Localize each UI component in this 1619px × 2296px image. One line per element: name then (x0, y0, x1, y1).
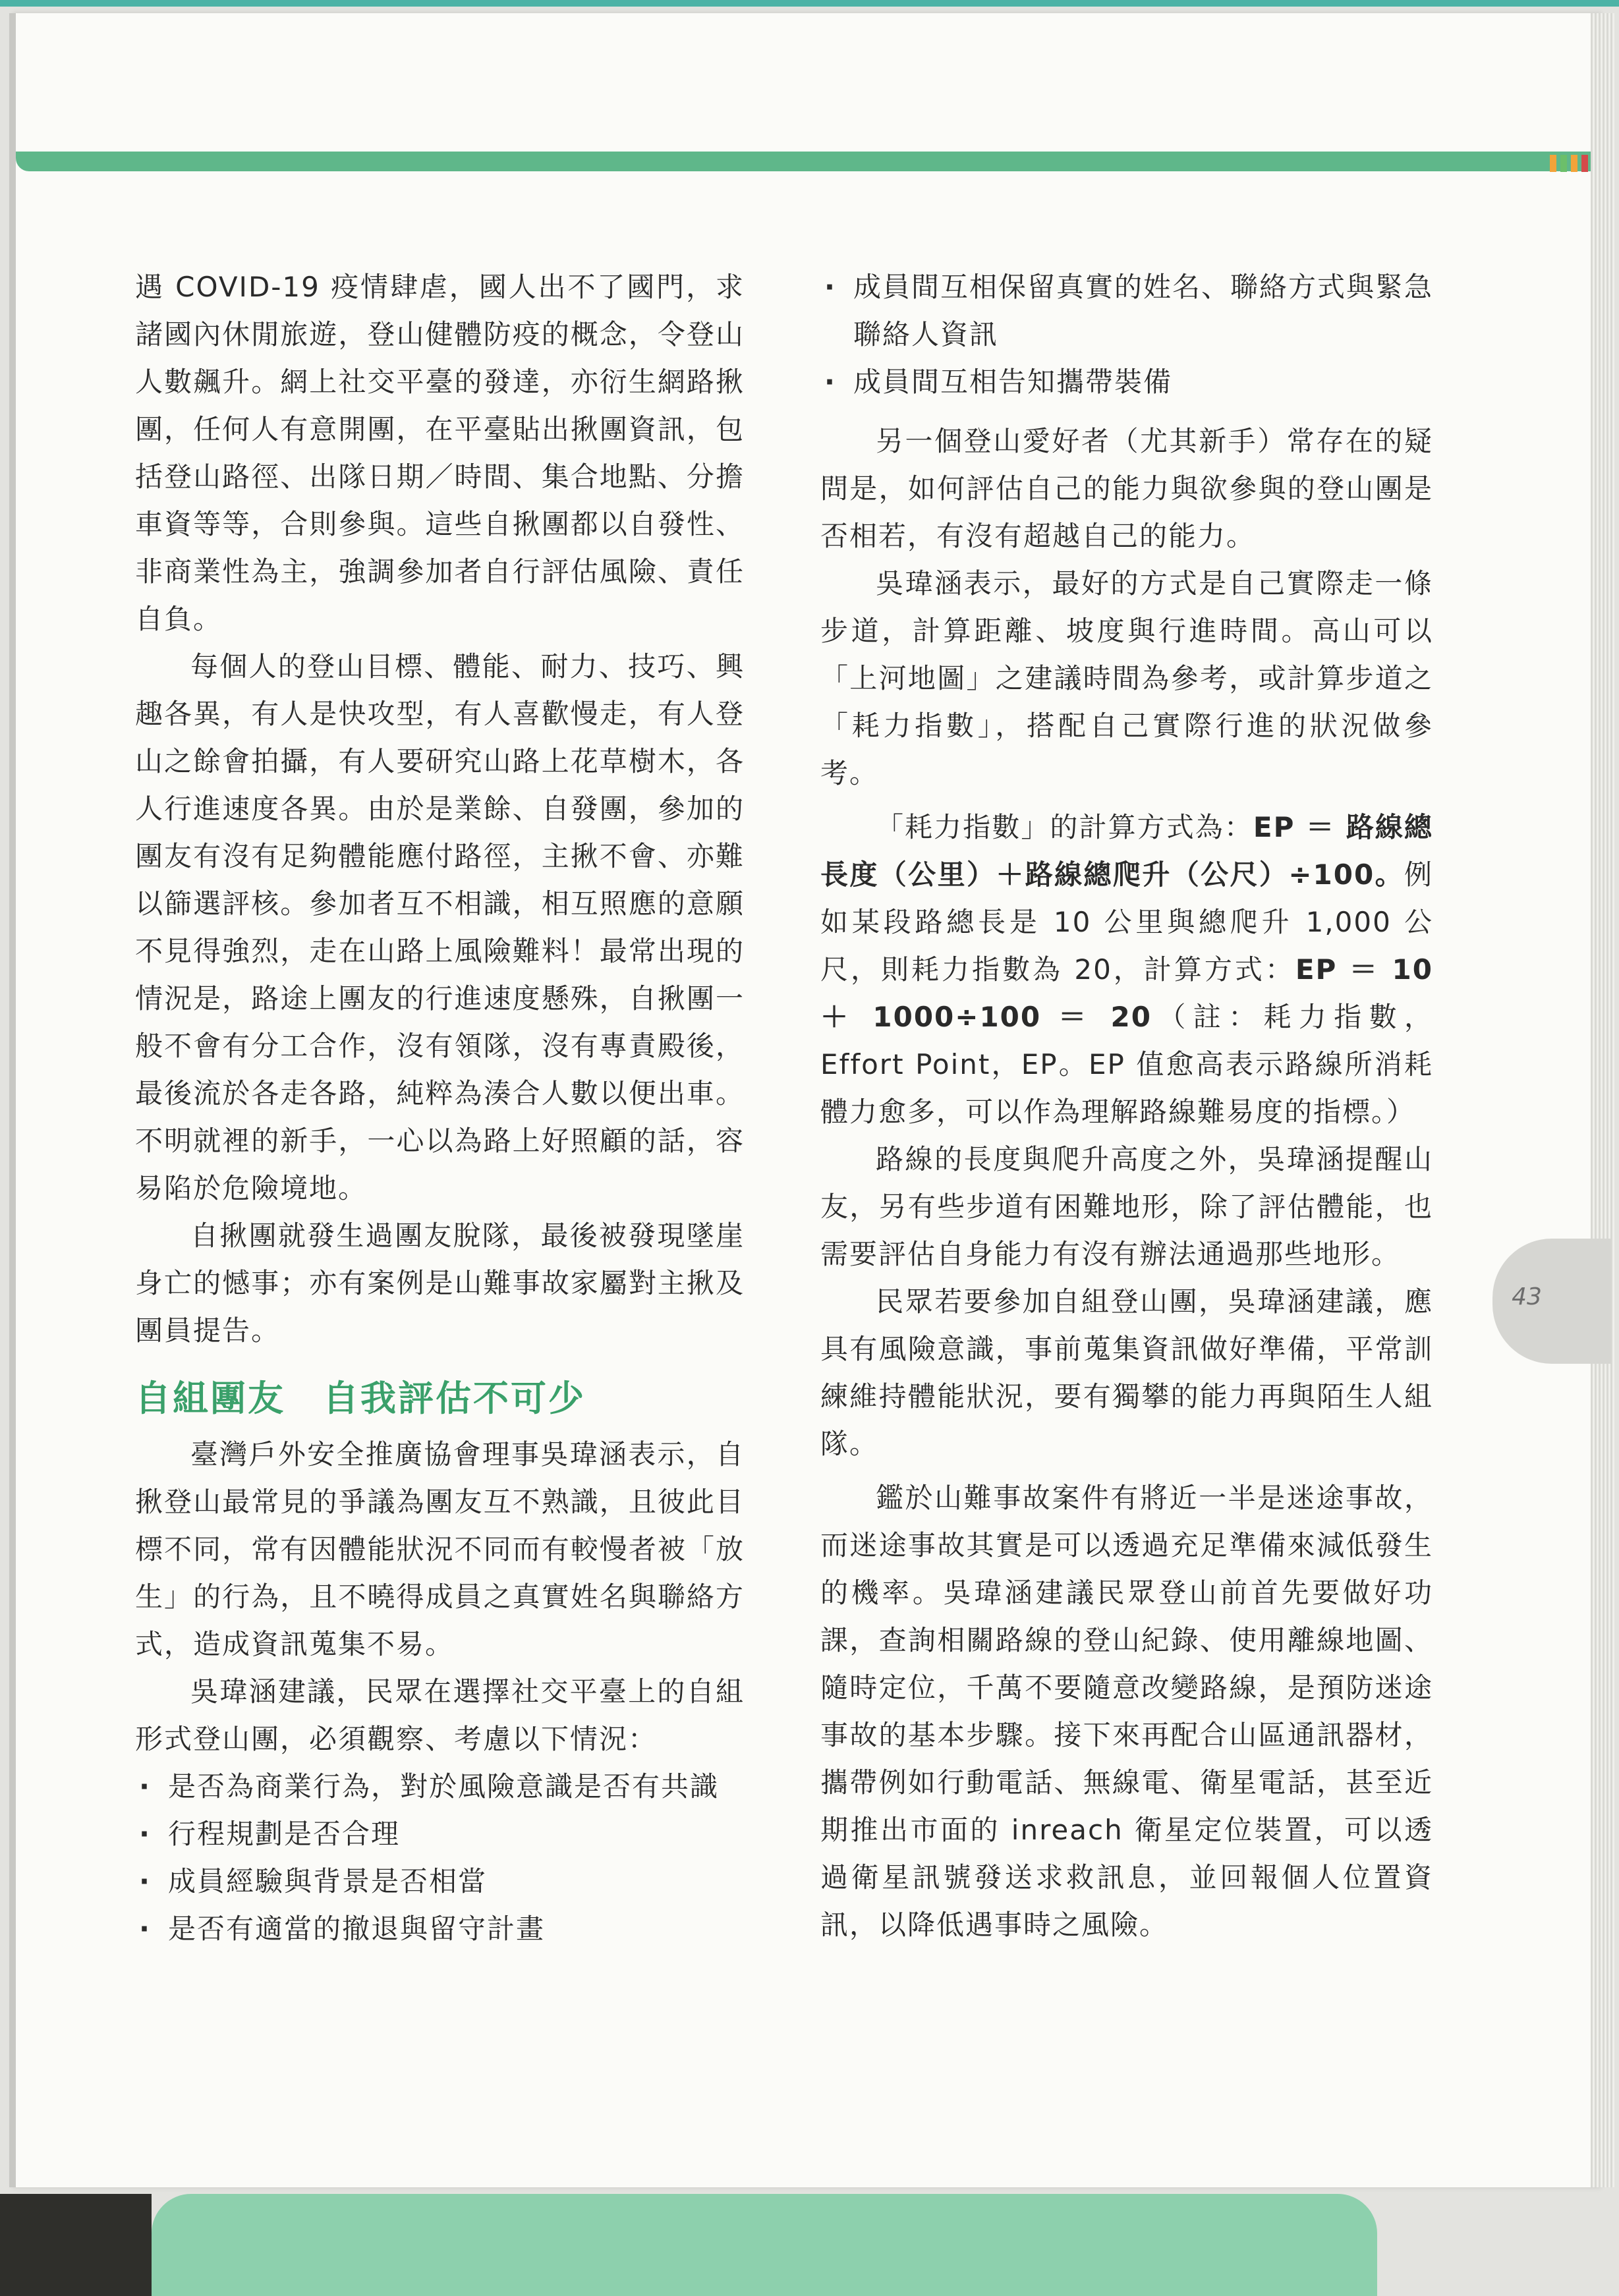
paragraph: 臺灣戶外安全推廣協會理事吳瑋涵表示，自揪登山最常見的爭議為團友互不熟識，且彼此目標不同，常有因體能狀況不同而有較慢者被「放生」的行為，且不曉得成員之真實姓名與聯絡方式，造成資訊蒐集不易。 (135, 1438, 745, 1660)
paragraph: 遇 COVID-19 疫情肆虐，國人出不了國門，求諸國內休閒旅遊，登山健體防疫的概念，令登山人數飆升。網上社交平臺的發達，亦衍生網路揪團，任何人有意開團，在平臺貼出揪團資訊，包括登山路徑、出隊日期／時間、集合地點、分擔車資等等，合則參與。這些自揪團都以自發性、非商業性為主，強調參加者自行評估風險、責任自負。 (135, 271, 745, 635)
list-item: · 是否有適當的撤退與留守計畫 (135, 1905, 745, 1953)
color-mark (1560, 155, 1567, 172)
top-teal-rule (0, 0, 1619, 7)
left-column (135, 264, 745, 1953)
paragraph: 民眾若要參加自組登山團，吳瑋涵建議，應具有風險意識，事前蒐集資訊做好準備，平常訓練維持體能狀況，要有獨攀的能力再與陌生人組隊。 (820, 1285, 1433, 1460)
formula-intro: 「耗力指數」的計算方式為： (876, 811, 1253, 843)
color-mark (1571, 155, 1577, 172)
formula-example-calc: EP ＝ 10 ＋ 1000÷100 ＝ 20 (820, 953, 1433, 1033)
list-item: · 是否為商業行為，對於風險意識是否有共識 (135, 1763, 745, 1810)
checklist (135, 1763, 745, 1953)
page-edge (1591, 13, 1614, 2187)
paragraph: 另一個登山愛好者（尤其新手）常存在的疑問是，如何評估自己的能力與欲參與的登山團是否相若，有沒有超越自己的能力。 (820, 425, 1433, 552)
list-item: · 行程規劃是否合理 (135, 1810, 745, 1858)
formula-example: 例如某段路總長是 10 公里與總爬升 1,000 公尺，則耗力指數為 20，計算方式： (820, 858, 1433, 986)
color-mark (1550, 155, 1556, 172)
formula: EP ＝ 路線總長度（公里）＋路線總爬升（公尺）÷100。 (820, 811, 1433, 891)
paragraph: 鑑於山難事故案件有將近一半是迷途事故，而迷途事故其實是可以透過充足準備來減低發生的機率。吳瑋涵建議民眾登山前首先要做好功課，查詢相關路線的登山紀錄、使用離線地圖、隨時定位，千萬不要隨意改變路線，是預防迷途事故的基本步驟。接下來再配合山區通訊器材，攜帶例如行動電話、無線電、衛星電話，甚至近期推出市面的 inreach 衛星定位裝置，可以透過衛星訊號發送求救訊息，並回報個人位置資訊，以降低遇事時之風險。 (820, 1482, 1433, 1941)
section-heading: 自組團友 自我評估不可少 (135, 1378, 586, 1419)
paragraph: 每個人的登山目標、體能、耐力、技巧、興趣各異，有人是快攻型，有人喜歡慢走，有人登山之餘會拍攝，有人要研究山路上花草樹木，各人行進速度各異。由於是業餘、自發團，參加的團友有沒有足夠體能應付路徑，主揪不會、亦難以篩選評核。參加者互不相識，相互照應的意願不見得強烈，走在山路上風險難料！最常出現的情況是，路途上團友的行進速度懸殊，自揪團一般不會有分工合作，沒有領隊，沒有專責殿後，最後流於各走各路，純粹為湊合人數以便出車。不明就裡的新手，一心以為路上好照顧的話，容易陷於危險境地。 (135, 650, 745, 1204)
paragraph-formula (820, 804, 1433, 1136)
page-number: 43 (1512, 1283, 1542, 1310)
corner-color-marks (1550, 155, 1588, 172)
header-green-band (16, 152, 1597, 171)
list-item: · 成員經驗與背景是否相當 (135, 1858, 745, 1905)
list-item: · 成員間互相保留真實的姓名、聯絡方式與緊急聯絡人資訊 (820, 264, 1433, 358)
paragraph: 路線的長度與爬升高度之外，吳瑋涵提醒山友，另有些步道有困難地形，除了評估體能，也需要評估自身能力有沒有辦法通過那些地形。 (820, 1143, 1433, 1270)
paragraph: 吳瑋涵表示，最好的方式是自己實際走一條步道，計算距離、坡度與行進時間。高山可以「上河地圖」之建議時間為參考，或計算步道之「耗力指數」，搭配自己實際行進的狀況做參考。 (820, 567, 1433, 789)
list-item: · 成員間互相告知攜帶裝備 (820, 358, 1433, 406)
bottom-shadow (0, 2194, 152, 2296)
bottom-green-band (152, 2194, 1377, 2296)
checklist-continued (820, 264, 1433, 406)
formula-note: （註：耗力指數，Effort Point，EP。EP 值愈高表示路線所消耗體力愈多，可以作為理解路線難易度的指標。） (820, 1001, 1433, 1128)
paragraph: 自揪團就發生過團友脫隊，最後被發現墜崖身亡的憾事；亦有案例是山難事故家屬對主揪及團員提告。 (135, 1219, 745, 1347)
right-column (820, 264, 1433, 1949)
color-mark (1581, 155, 1588, 172)
paragraph: 吳瑋涵建議，民眾在選擇社交平臺上的自組形式登山團，必須觀察、考慮以下情況： (135, 1675, 745, 1755)
